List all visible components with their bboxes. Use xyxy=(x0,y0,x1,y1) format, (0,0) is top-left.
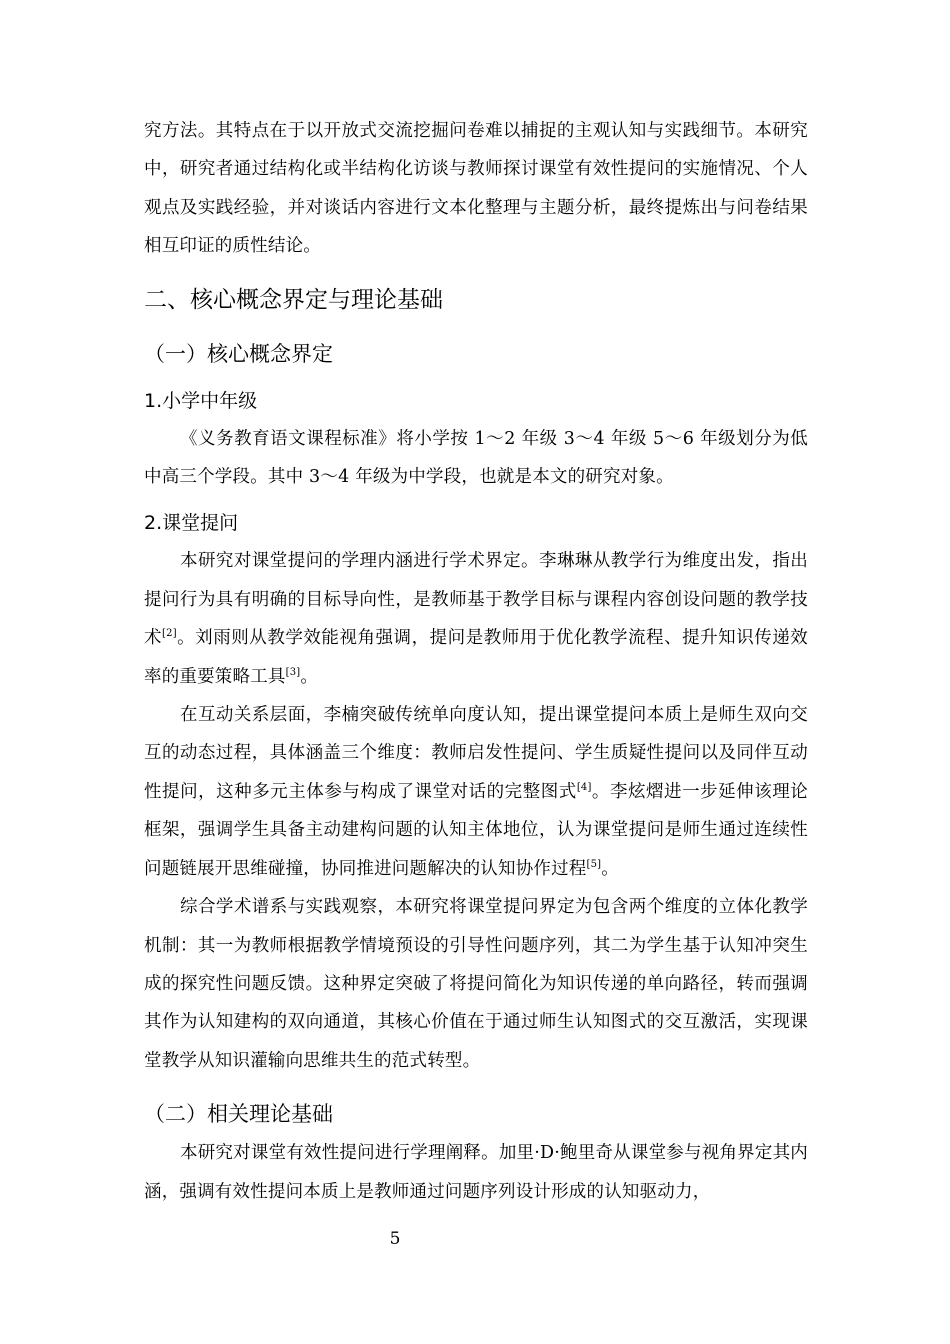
paragraph-text: 本研究对课堂提问的学理内涵进行学术界定。李琳琳从教学行为维度出发，指出提问行为具有明确的目标导向性，是教师基于教学目标与课程内容创设问题的教学技术 xyxy=(144,551,808,649)
paragraph-text: 究方法。其特点在于以开放式交流挖掘问卷难以捕捉的主观认知与实践细节。本研究中，研究者通过结构化或半结构化访谈与教师探讨课堂有效性提问的实施情况、个人观点及实践经验，并对谈话内容进行文本化整理与主题分析，最终提炼出与问卷结果相互印证的质性结论。 xyxy=(144,121,808,257)
paragraph-research-method-continued xyxy=(144,112,808,266)
citation-2: [2] xyxy=(162,628,177,640)
citation-4: [4] xyxy=(576,781,592,793)
paragraph-text: 《义务教育语文课程标准》将小学按 1～2 年级 3～4 年级 5～6 年级划分为低中高三个学段。其中 3～4 年级为中学段，也就是本文的研究对象。 xyxy=(144,428,808,488)
paragraph-text: 本研究对课堂有效性提问进行学理阐释。加里·D·鲍里奇从课堂参与视角界定其内涵，强调有效性提问本质上是教师通过问题序列设计形成的认知驱动力， xyxy=(144,1143,808,1202)
paragraph-questioning-definition xyxy=(144,542,808,696)
subsection-heading-core-concepts: （一）核心概念界定 xyxy=(144,341,333,366)
citation-5: [5] xyxy=(586,858,602,870)
page-number: 5 xyxy=(389,1229,401,1249)
paragraph-text: 。 xyxy=(300,666,319,687)
paragraph-text: 综合学术谱系与实践观察，本研究将课堂提问界定为包含两个维度的立体化教学机制：其一为教师根据教学情境预设的引导性问题序列，其二为学生基于认知冲突生成的探究性问题反馈。这种界定突破了将提问简化为知识传递的单向路径，转而强调其作为认知建构的双向通道，其核心价值在于通过师生认知图式的交互激活，实现课堂教学从知识灌输向思维共生的范式转型。 xyxy=(144,897,808,1071)
paragraph-effective-questioning xyxy=(144,1134,808,1211)
citation-3: [3] xyxy=(285,666,301,678)
heading-middle-grades: 1.小学中年级 xyxy=(144,389,258,412)
paragraph-curriculum-standard xyxy=(144,420,808,497)
paragraph-text: 。 xyxy=(601,858,619,879)
paragraph-text: 。李炫熠进一步延伸该理论框架，强调学生具备主动建构问题的认知主体地位，认为课堂提问是师生通过连续性问题链展开思维碰撞，协同推进问题解决的认知协作过程 xyxy=(144,781,808,879)
paragraph-text: 在互动关系层面，李楠突破传统单向度认知，提出课堂提问本质上是师生双向交互的动态过程，具体涵盖三个维度：教师启发性提问、学生质疑性提问以及同伴互动性提问，这种多元主体参与构成了课堂对话的完整图式 xyxy=(144,705,808,802)
section-heading: 二、核心概念界定与理论基础 xyxy=(144,286,443,313)
page-content xyxy=(144,112,808,1211)
paragraph-text: 。刘雨则从教学效能视角强调，提问是教师用于优化教学流程、提升知识传递效率的重要策略工具 xyxy=(144,628,809,687)
heading-classroom-questioning: 2.课堂提问 xyxy=(144,512,239,535)
subsection-heading-theory-basis: （二）相关理论基础 xyxy=(144,1102,333,1127)
paragraph-interaction-level xyxy=(144,696,808,888)
paragraph-synthesis xyxy=(144,888,808,1080)
